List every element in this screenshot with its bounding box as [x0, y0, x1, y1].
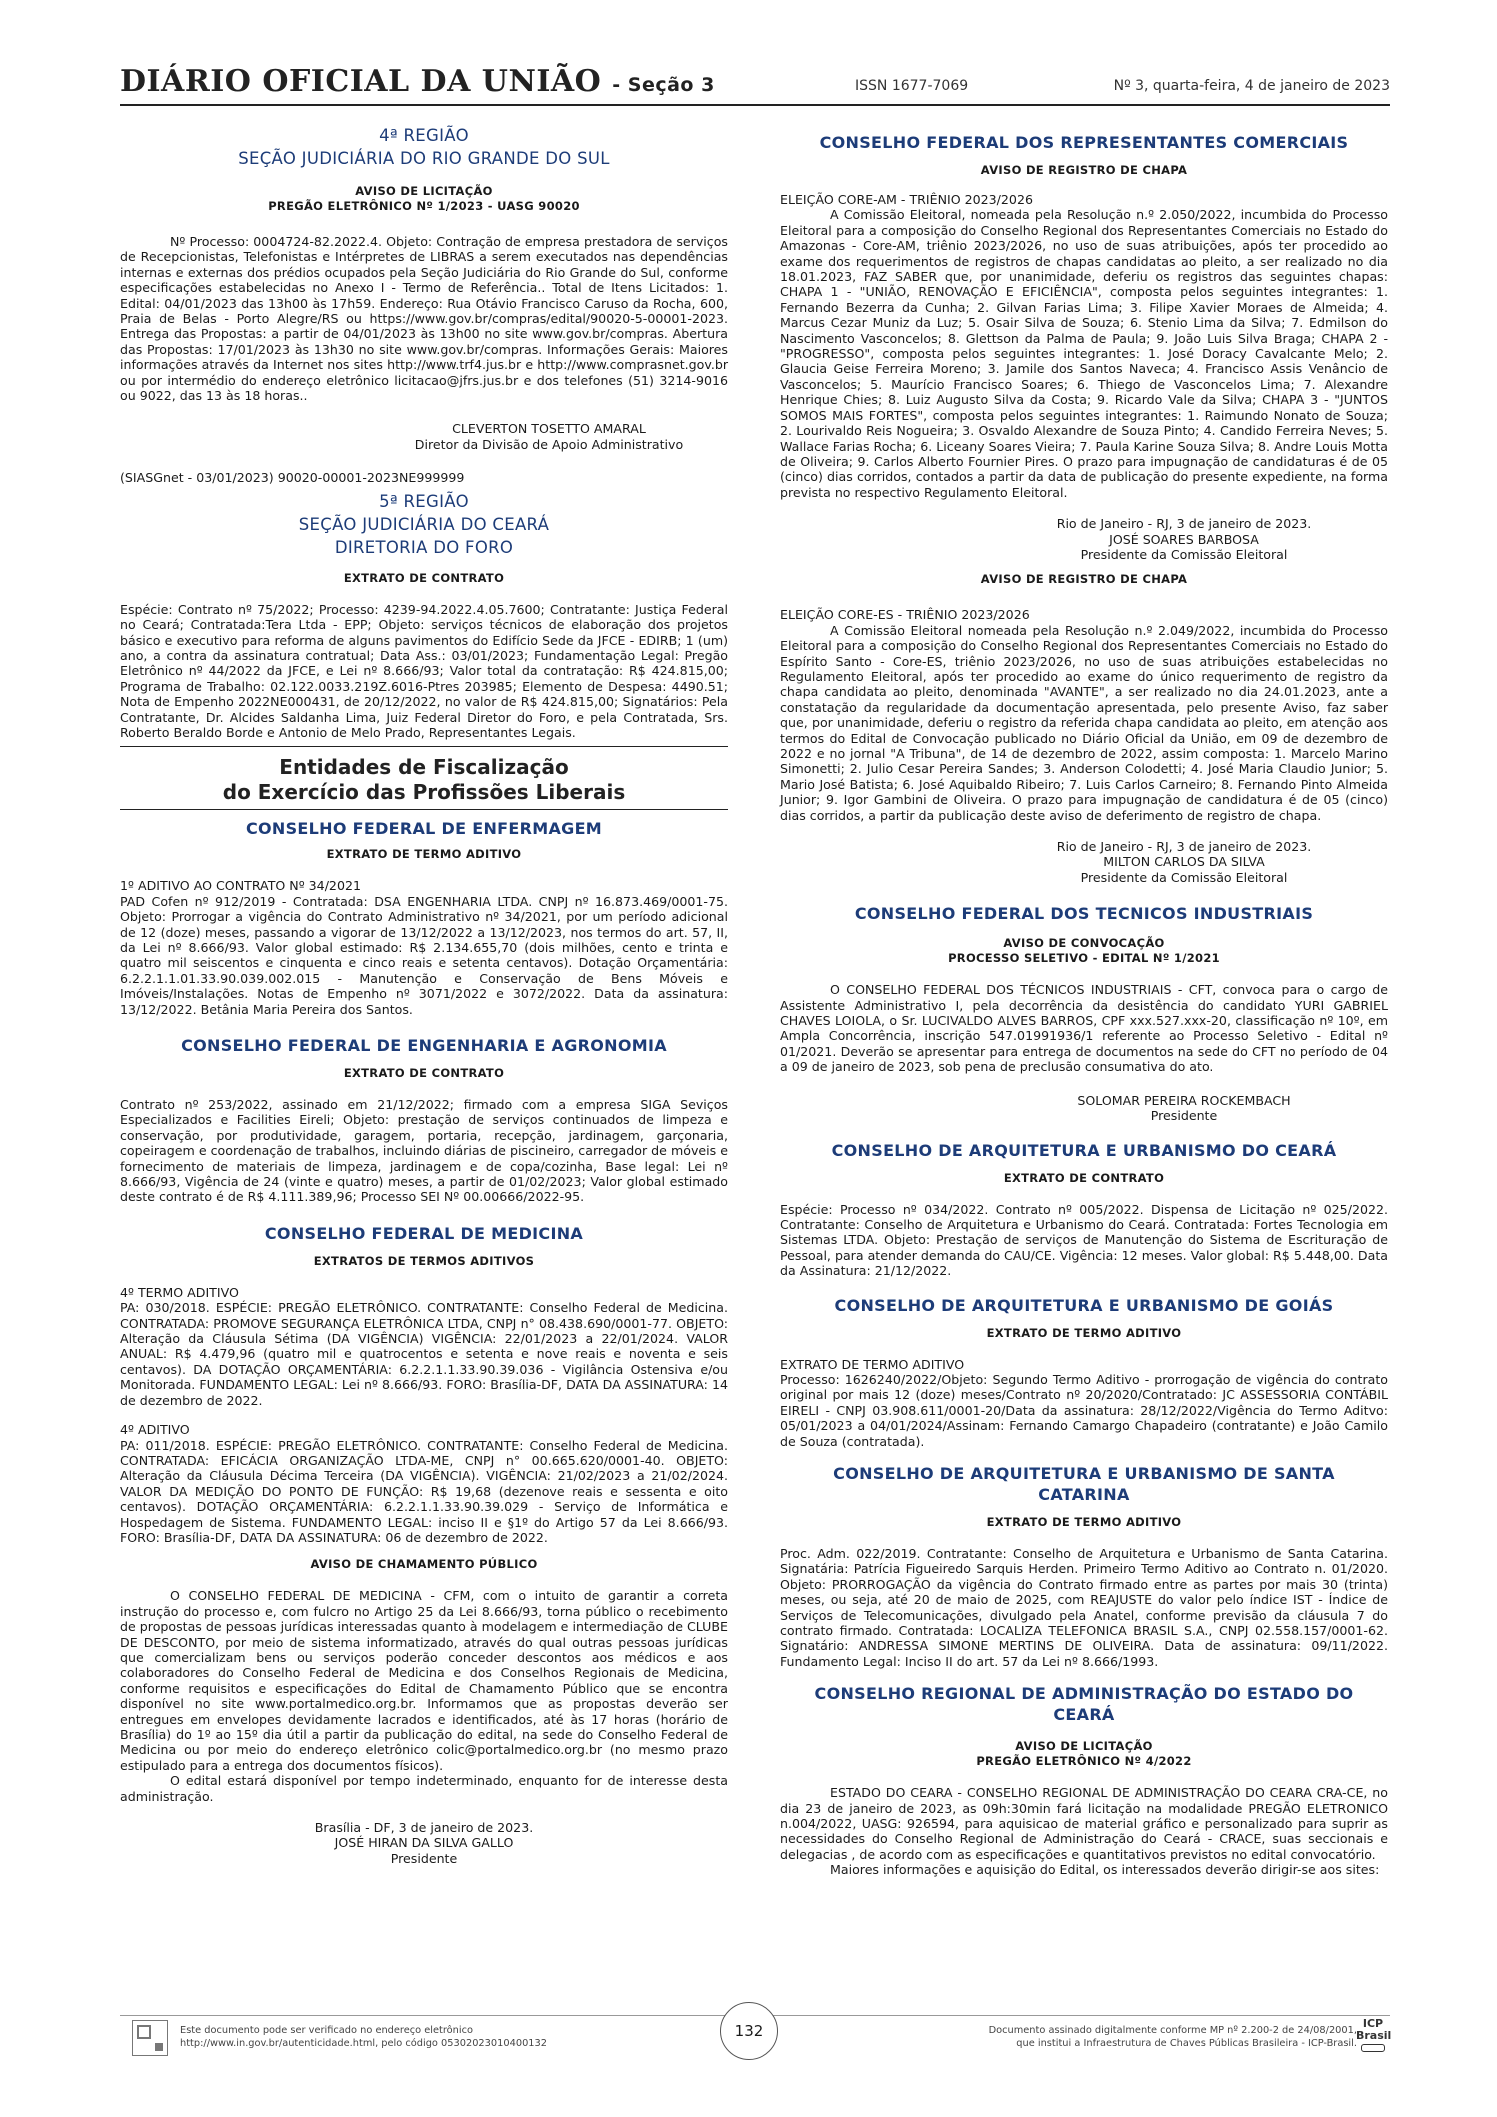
signature-block	[120, 1820, 728, 1866]
organization-heading: CONSELHO DE ARQUITETURA E URBANISMO DE GOIÁS	[834, 1295, 1334, 1315]
election-body: A Comissão Eleitoral, nomeada pela Resolução n.º 2.050/2022, incumbida do Processo Eleitoral para a composição do Conselho Regional dos Representantes Comerciais no Estado do Amazonas - Core-AM, triênio 2023/2026, no uso de suas atribuições, após ter procedido ao exame dos requerimentos de registros de chapas candidatas ao pleito, a ser realizado no dia 18.01.2023, FAZ SABER que, por unanimidade, deferiu os registros das seguintes chapas: CHAPA 1 - "UNIÃO, RENOVAÇÃO E EFICIÊNCIA", composta pelos seguintes integrantes: 1. Fernando Bezerra da Cunha; 2. Gilvan Farias Lima; 3. Filipe Xavier Moraes de Almeida; 4. Marcus Cezar Muniz da Luz; 5. Osair Silva de Souza; 6. Stenio Lima da Silva; 7. Edmilson do Nascimento Vasconcelos; 8. Glettson da Palma de Paula; 9. João Luis Silva Braga; CHAPA 2 - "PROGRESSO", composta pelos seguintes integrantes: 1. José Doracy Cavalcante Melo; 2. Glaucia Geise Ferreira Moreno; 3. Jamile dos Santos Naveca; 4. Francisco Assis Venâncio de Vasconcelos; 5. Maurício Francisco Soares; 6. Thiego de Vasconcelos Lima; 7. Alexandre Henrique Chies; 8. Luiz Augusto Silva da Costa; 9. Ricardo Vale da Silva; CHAPA 3 - "JUNTOS SOMOS MAIS FORTES", composta pelos seguintes integrantes: 1. Raimundo Nonato de Souza; 2. Lourivaldo Reis Nogueira; 3. Osvaldo Alexandre de Souza Pinto; 4. Candido Ferreira Neves; 5. Wallace Farias Rocha; 6. Liceany Soares Vieira; 7. Paula Karine Souza Silva; 8. Andre Louis Motta de Oliveira; 9. Carlos Alberto Fournier Pires. O prazo para impugnação de candidaturas é de 05 (cinco) dias corridos, contados a partir da data de publicação do presente expediente, na forma prevista no respectivo Regulamento Eleitoral.	[780, 207, 1389, 500]
notice-body: O CONSELHO FEDERAL DOS TÉCNICOS INDUSTRIAIS - CFT, convoca para o cargo de Assistente Administrativo I, pela decorrência da desistência do candidato YURI GABRIEL CHAVES LOIOLA, o Sr. LUCIVALDO ALVES BARROS, CPF xxx.527.xxx-20, classificação nº 10º, em Ampla Concorrência, inscrição 547.01991936/1 referente ao Processo Seletivo - Edital nº 01/2021. Deverão se apresentar para entrega de documentos na sede do CFT no período de 04 a 09 de janeiro de 2023, sob pena de preclusão consumativa do ato.	[780, 982, 1388, 1075]
notice-number: PREGÃO ELETRÔNICO Nº 1/2023 - UASG 90020	[268, 199, 580, 213]
issue-date: Nº 3, quarta-feira, 4 de janeiro de 2023	[1113, 78, 1390, 94]
confea-notice	[120, 1035, 728, 1205]
issn: ISSN 1677-7069	[855, 78, 969, 94]
notice-number: PREGÃO ELETRÔNICO Nº 4/2022	[976, 1754, 1192, 1769]
amendment-title: 4º TERMO ADITIVO	[120, 1284, 239, 1300]
notice-body: Processo: 1626240/2022/Objeto: Segundo Termo Aditivo - prorrogação de vigência do contrato original por mais 12 (doze) meses/Contrato nº 20/2020/Contratado: JC ASSESSORIA CONTÁBIL EIRELI - CNPJ 03.908.611/0001-20/Data da assinatura: 28/12/2022/Vigência do Termo Aditvo: 05/01/2023 a 04/01/2024/Assinam: Fernando Camargo Chapadeiro (contratante) e João Camilo de Souza (contratada).	[780, 1371, 1388, 1449]
notice-type: AVISO DE REGISTRO DE CHAPA	[980, 163, 1188, 177]
qr-code-icon	[132, 2020, 168, 2056]
publication-name: DIÁRIO OFICIAL DA UNIÃO	[120, 64, 602, 99]
organization-heading: CONSELHO FEDERAL DE MEDICINA	[264, 1223, 584, 1243]
notice-type: EXTRATO DE CONTRATO	[343, 1066, 505, 1080]
masthead	[120, 64, 1390, 106]
place-date: Rio de Janeiro - RJ, 3 de janeiro de 2023.	[1056, 516, 1312, 532]
cau-ce-notice	[780, 1140, 1388, 1279]
notice-type: AVISO DE LICITAÇÃO	[355, 184, 493, 198]
notice-body: Nº Processo: 0004724-82.2022.4. Objeto: Contração de empresa prestadora de serviços de Recepcionistas, Telefonistas e Intérpretes de LIBRAS a serem executados nas dependências internas e externas dos prédios ocupados pela Seção Judiciária do Rio Grande do Sul, conforme especificações estabelecidas no Anexo I - Termo de Referência.. Total de Itens Licitados: 1. Edital: 04/01/2023 das 13h00 às 17h59. Endereço: Rua Otávio Francisco Caruso da Rocha, 600, Praia de Belas - Porto Alegre/RS ou https://www.gov.br/compras/edital/90020-5-00001-2023. Entrega das Propostas: a partir de 04/01/2023 às 13h00 no site www.gov.br/compras. Abertura das Propostas: 17/01/2023 às 13h30 no site www.gov.br/compras. Informações Gerais: Maiores informações através da Internet nos sites http://www.trf4.jus.br e http://www.comprasnet.gov.br ou por intermédio do endereço eletrônico licitacao@jfrs.jus.br e dos telefones (51) 3214-9016 ou 9022, das 13 às 18 horas..	[120, 234, 728, 404]
notice-type: EXTRATO DE CONTRATO	[343, 570, 505, 585]
cau-go-notice	[780, 1295, 1388, 1449]
notice-body: Proc. Adm. 022/2019. Contratante: Conselho de Arquitetura e Urbanismo de Santa Catarina. Signatária: Patrícia Figueiredo Sarquis Herden. Primeiro Termo Aditivo ao Contrato n. 01/2020. Objeto: PRORROGAÇÃO da vigência do Contrato firmado entre as partes por mais 30 (trinta) meses, ou seja, até 20 de maio de 2025, com REAJUSTE do valor pelo índice IST - Índice de Serviços de Telecomunicações, divulgado pela Anatel, conforme previsão da cláusula 7 do contrato firmado. Contratada: LOCALIZA TELEFONICA BRASIL S.A., CNPJ 02.558.157/0001-62. Signatário: ANDRESSA SIMONE MERTINS DE OLIVEIRA. Data de assinatura: 09/11/2022. Fundamento Legal: Inciso II do art. 57 da Lei nº 8.666/1993.	[780, 1545, 1388, 1669]
organization-heading: CONSELHO DE ARQUITETURA E URBANISMO DO CEARÁ	[831, 1140, 1337, 1160]
signature-note	[989, 2024, 1357, 2050]
signature-line-1: Documento assinado digitalmente conforme MP nº 2.200-2 de 24/08/2001,	[988, 2025, 1357, 2036]
verification-link[interactable]: http://www.in.gov.br/autenticidade.html, pelo código 05302023010400132	[180, 2038, 547, 2049]
cfm-notice	[120, 1223, 728, 1866]
notice-type: EXTRATO DE CONTRATO	[1003, 1170, 1165, 1185]
notice-body: O CONSELHO FEDERAL DE MEDICINA - CFM, com o intuito de garantir a correta instrução do processo e, com fulcro no Artigo 25 da Lei 8.666/93, torna público o recebimento de propostas de pessoas jurídicas interessadas quanto à modelagem e intermediação de CLUBE DE DESCONTO, por meio de sistema informatizado, através do qual outras pessoas jurídicas que comercializam bens ou serviços poderão conceder descontos aos médicos e aos colaboradores do Conselho Federal de Medicina e dos Conselhos Regionais de Medicina, conforme requisitos e especificações do Edital de Chamamento Público que se encontra disponível no site www.portalmedico.org.br. Informamos que as propostas deverão ser entregues em envelopes devidamente lacrados e identificados, até às 17 horas (horário de Brasília) do 1º ao 15º dia útil a partir da publicação do edital, na sede do Conselho Federal de Medicina ou por meio do endereço eletrônico colic@portalmedico.org.br (no mesmo prazo estipulado para a entrega dos documentos físicos).	[120, 1588, 728, 1773]
trf4-notice	[120, 124, 728, 486]
right-column	[780, 124, 1388, 1878]
signatory-name: JOSÉ HIRAN DA SILVA GALLO	[334, 1835, 514, 1851]
icp-logo-subtext: Brasil	[1356, 2029, 1392, 2042]
section-label: - Seção 3	[612, 74, 715, 96]
notice-line: EXTRATO DE TERMO ADITIVO	[780, 1356, 965, 1372]
organization-heading: CONSELHO FEDERAL DOS TECNICOS INDUSTRIAIS	[854, 904, 1314, 924]
notice-body-continued: Maiores informações e aquisição do Edital, os interessados deverão dirigir-se aos sites:	[830, 1862, 1380, 1878]
signatory-name: JOSÉ SOARES BARBOSA	[1109, 531, 1259, 547]
notice-type: EXTRATO DE TERMO ADITIVO	[326, 847, 522, 862]
election-title: ELEIÇÃO CORE-ES - TRIÊNIO 2023/2026	[780, 607, 1030, 623]
jfce-notice	[120, 490, 728, 741]
notice-body: PAD Cofen nº 912/2019 - Contratada: DSA ENGENHARIA LTDA. CNPJ nº 16.873.469/0001-75. Objeto: Prorrogar a vigência do Contrato Administrativo nº 34/2021, por um período adicional de 12 (doze) meses, passando a vigorar de 13/12/2022 a 13/12/2023, nos termos do art. 57, II, da Lei nº 8.666/93. Valor global estimado: R$ 2.134.655,70 (dois milhões, cento e trinta e quatro mil seiscentos e cinquenta e cinco reais e setenta centavos). Dotação Orçamentária: 6.2.2.1.1.01.33.90.039.002.015 - Manutenção e Conservação de Bens Móveis e Imóveis/Instalações. Notas de Empenho nº 3071/2022 e 3072/2022. Data da assinatura: 13/12/2022. Betânia Maria Pereira dos Santos.	[120, 893, 728, 1017]
directorate-heading: DIRETORIA DO FORO	[334, 537, 514, 557]
cra-ce-notice	[780, 1683, 1388, 1877]
signature-line-2: que institui a Infraestrutura de Chaves Públicas Brasileira - ICP-Brasil.	[1016, 2038, 1357, 2049]
court-heading: SEÇÃO JUDICIÁRIA DO RIO GRANDE DO SUL	[238, 149, 610, 168]
notice-body: Contrato nº 253/2022, assinado em 21/12/2022; firmado com a empresa SIGA Seviços Especializados e Facilities Eireli; Objeto: prestação de serviços continuados de limpeza e conservação, por produtividade, garagem, portaria, recepção, jardinagem, garçonaria, copeiragem e coordenação de trabalhos, incluindo diárias de piscineiro, carregador de móveis e fornecimento de materiais de limpeza, jardinagem e de copa/cozinha, Base legal: Lei nº 8.666/93, Vigência de 24 (vinte e quatro) meses, a partir de 01/02/2023; Valor global estimado deste contrato é de R$ 4.111.389,96; Processo SEI Nº 00.00666/2022-95.	[120, 1097, 728, 1205]
key-icon	[1361, 2044, 1385, 2052]
cau-sc-notice	[780, 1463, 1388, 1669]
organization-heading: CONSELHO REGIONAL DE ADMINISTRAÇÃO DO ESTADO DO	[814, 1684, 1354, 1704]
court-heading: SEÇÃO JUDICIÁRIA DO CEARÁ	[298, 514, 550, 534]
region-heading: 5ª REGIÃO	[379, 491, 469, 511]
notice-type: AVISO DE LICITAÇÃO	[1015, 1739, 1153, 1754]
place-date: Brasília - DF, 3 de janeiro de 2023.	[314, 1820, 534, 1836]
signatory-name: CLEVERTON TOSETTO AMARAL	[452, 421, 646, 437]
icp-brasil-logo	[1356, 2018, 1390, 2058]
organization-heading: CONSELHO DE ARQUITETURA E URBANISMO DE SANTA	[833, 1463, 1335, 1483]
notice-type: EXTRATO DE TERMO ADITIVO	[986, 1514, 1182, 1529]
organization-heading: CONSELHO FEDERAL DE ENFERMAGEM	[245, 819, 603, 839]
icp-logo-text: ICP	[1362, 2017, 1384, 2030]
page-number: 132	[720, 2002, 778, 2060]
amendment-title: 4º ADITIVO	[120, 1422, 190, 1438]
election-title: ELEIÇÃO CORE-AM - TRIÊNIO 2023/2026	[780, 192, 1033, 207]
region-heading: 4ª REGIÃO	[379, 126, 469, 145]
verification-note	[180, 2024, 547, 2050]
place-date: Rio de Janeiro - RJ, 3 de janeiro de 2023.	[1056, 839, 1312, 855]
section-title: Entidades de Fiscalização	[279, 755, 569, 780]
amendment-body: PA: 011/2018. ESPÉCIE: PREGÃO ELETRÔNICO. CONTRATANTE: Conselho Federal de Medicina. CONTRATADA: EFICÁCIA ORGANIZAÇÃO LTDA-ME, CNPJ n° 00.665.620/0001-40. OBJETO: Alteração da Cláusula Décima Terceira (DA VIGÊNCIA). VIGÊNCIA: 21/02/2023 a 21/02/2024. VALOR DA MEDIÇÃO DO PONTO DE FUNÇÃO: R$ 19,68 (dezenove reais e sessenta e oito centavos). DOTAÇÃO ORÇAMENTÁRIA: 6.2.2.1.1.33.90.39.029 - Serviço de Informática e Hospedagem de Sistema. FUNDAMENTO LEGAL: inciso II e §1º do Artigo 57 da Lei 8.666/93. FORO: Brasília-DF, DATA DA ASSINATURA: 06 de dezembro de 2022.	[120, 1437, 728, 1545]
notice-body-continued: O edital estará disponível por tempo indeterminado, enquanto for de interesse desta administração.	[120, 1773, 728, 1804]
corecom-notice	[780, 132, 1388, 885]
organization-heading: CONSELHO FEDERAL DE ENGENHARIA E AGRONOMIA	[181, 1036, 667, 1055]
signatory-role: Presidente	[390, 1850, 458, 1866]
signatory-role: Presidente da Comissão Eleitoral	[1080, 869, 1288, 885]
signatory-role: Presidente	[1150, 1108, 1218, 1124]
section-divider	[120, 809, 728, 810]
notice-body: ESTADO DO CEARA - CONSELHO REGIONAL DE ADMINISTRAÇÃO DO CEARA CRA-CE, no dia 23 de janeiro de 2023, as 09h:30min fará licitação na modalidade PREGÃO ELETRONICO n.004/2022, UASG: 926594, para aquisicao de material gráfico e personalizado para suprir as necessidades do Conselho Regional de Administração do Ceará - CRACE, suas seccionais e delegacias , de acordo com as especificações e quantitativos previstos no edital convocatório.	[780, 1785, 1388, 1862]
organization-heading-continued: CEARÁ	[1053, 1705, 1115, 1725]
signature-block	[780, 839, 1388, 885]
notice-line: 1º ADITIVO AO CONTRATO Nº 34/2021	[120, 878, 361, 894]
signature-block	[780, 516, 1388, 562]
notice-type: EXTRATOS DE TERMOS ADITIVOS	[313, 1253, 535, 1268]
notice-body: Espécie: Processo nº 034/2022. Contrato nº 005/2022. Dispensa de Licitação nº 025/2022. Contratante: Conselho de Arquitetura e Urbanismo do Ceará. Contratada: Fortes Tecnologia em Sistemas LTDA. Objeto: Prestação de serviços de Manutenção do Sistema de Escrituração de Pessoal, para atender demanda do CAU/CE. Vigência: 12 meses. Valor global: R$ 5.448,00. Data da Assinatura: 21/12/2022.	[780, 1201, 1388, 1279]
cft-notice	[780, 903, 1388, 1123]
section-divider	[120, 746, 728, 747]
cofen-notice	[120, 818, 728, 1017]
siasg-code: (SIASGnet - 03/01/2023) 90020-00001-2023NE999999	[120, 470, 465, 486]
notice-body: Espécie: Contrato nº 75/2022; Processo: 4239-94.2022.4.05.7600; Contratante: Justiça Federal no Ceará; Contratada:Tera Ltda - EPP; Objeto: serviços técnicos de elaboração dos projetos básico e executivo para reforma de alguns pavimentos do Edifício Sede da JFCE - EDIRB; 1 (um) ano, a contra da assinatura contratual; Data Ass.: 03/01/2023; Fundamentação Legal: Pregão Eletrônico nº 44/2022 da JFCE, e Lei nº 8.666/93; Valor total da contratação: R$ 424.815,00; Programa de Trabalho: 02.122.0033.219Z.6016-Ptres 203985; Elemento de Despesa: 4490.51; Nota de Empenho 2022NE000431, de 20/12/2022, no valor de R$ 424.815,00; Signatários: Pela Contratante, Dr. Alcides Saldanha Lima, Juiz Federal Diretor do Foro, e pela Contratada, Srs. Roberto Beraldo Borde e Antonio de Melo Prado, Representantes Legais.	[120, 601, 728, 740]
notice-type: AVISO DE CONVOCAÇÃO	[1003, 936, 1165, 951]
signature-block	[120, 421, 728, 452]
notice-number: PROCESSO SELETIVO - EDITAL Nº 1/2021	[948, 951, 1220, 966]
election-body: A Comissão Eleitoral nomeada pela Resolução n.º 2.049/2022, incumbida do Processo Eleitoral para a composição do Conselho Regional dos Representantes Comerciais no Estado do Espírito Santo - Core-ES, triênio 2023/2026, no uso de suas atribuições estabelecidas no Regulamento Eleitoral, após ter procedido ao exame do único requerimento de registro da chapa candidata ao pleito, denominada "AVANTE", a ser realizado no dia 24.01.2023, ante a constatação da regularidade da documentação apresentada, pelo presente Aviso, faz saber que, por unanimidade, deferiu o registro da referida chapa candidata ao pleito, em atenção aos termos do Edital de Convocação publicado no Diário Oficial da União, em 09 de dezembro de 2022 e no jornal "A Tribuna", de 14 de dezembro de 2022, assim composta: 1. Marcelo Marino Simonetti; 2. Julio Cesar Pereira Sandes; 3. Anderson Colodetti; 4. José Maria Claudio Junior; 5. Mario José Batista; 6. José Aquibaldo Ribeiro; 7. Luis Carlos Carneiro; 8. Fernando Pinto Almeida Junior; 9. Igor Gambini de Oliveira. O prazo para impugnação de candidatura é de 05 (cinco) dias corridos, a partir da publicação deste aviso de deferimento de registro de chapa.	[780, 622, 1388, 823]
notice-type: AVISO DE CHAMAMENTO PÚBLICO	[310, 1557, 538, 1572]
organization-heading: CONSELHO FEDERAL DOS REPRESENTANTES COMERCIAIS	[819, 133, 1349, 152]
signatory-role: Diretor da Divisão de Apoio Administrativo	[414, 436, 684, 452]
amendment-body: PA: 030/2018. ESPÉCIE: PREGÃO ELETRÔNICO. CONTRATANTE: Conselho Federal de Medicina. CONTRATADA: PROMOVE SEGURANÇA ELETRÔNICA LTDA, CNPJ n° 08.438.690/0001-77. OBJETO: Alteração da Cláusula Sétima (DA VIGÊNCIA) VIGÊNCIA: 22/01/2023 a 22/01/2024. VALOR ANUAL: R$ 4.479,96 (quatro mil e quatrocentos e setenta e nove reais e noventa e seis centavos). DA DOTAÇÃO ORÇAMENTÁRIA: 6.2.2.1.1.33.90.39.036 - Vigilância Ostensiva e/ou Monitorada. FUNDAMENTO LEGAL: Lei nº 8.666/93. FORO: Brasília-DF, DATA DA ASSINATURA: 14 de dezembro de 2022.	[120, 1300, 728, 1408]
signature-block	[780, 1093, 1388, 1124]
signatory-role: Presidente da Comissão Eleitoral	[1080, 546, 1288, 562]
verification-line-1: Este documento pode ser verificado no endereço eletrônico	[180, 2025, 473, 2036]
signatory-name: SOLOMAR PEREIRA ROCKEMBACH	[1077, 1092, 1291, 1108]
publication-title	[120, 64, 715, 99]
organization-heading-continued: CATARINA	[1038, 1484, 1130, 1504]
signatory-name: MILTON CARLOS DA SILVA	[1103, 854, 1265, 870]
left-column	[120, 124, 728, 1866]
notice-type: EXTRATO DE TERMO ADITIVO	[986, 1325, 1182, 1340]
notice-type: AVISO DE REGISTRO DE CHAPA	[980, 572, 1188, 587]
section-subtitle: do Exercício das Profissões Liberais	[222, 780, 626, 805]
